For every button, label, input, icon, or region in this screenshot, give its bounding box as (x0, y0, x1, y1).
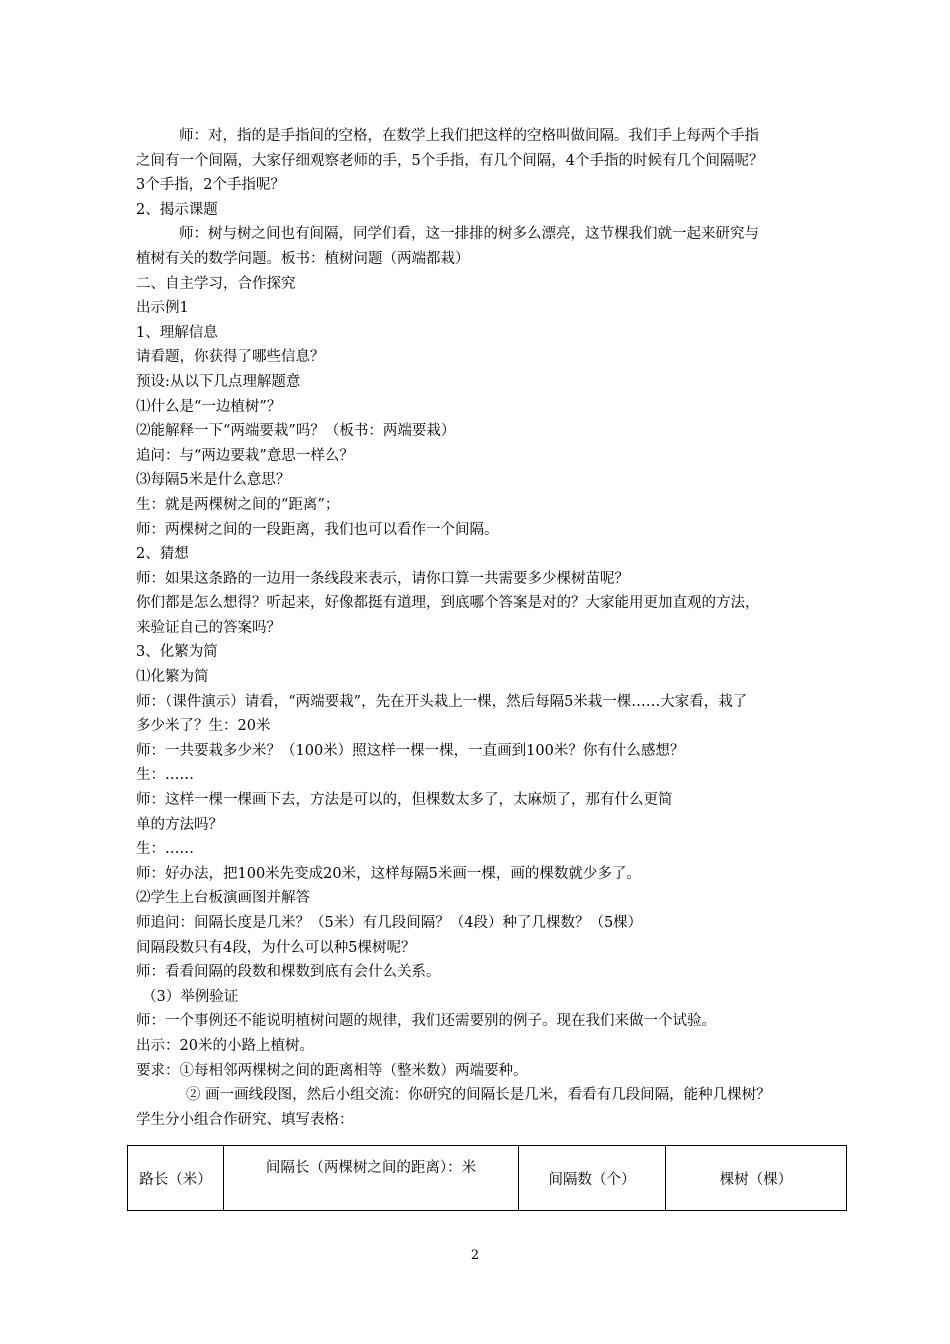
paragraph-line: ② 画一画线段图，然后小组交流：你研究的间隔长是几米，看看有几段间隔，能种几棵树？ (186, 1087, 771, 1104)
paragraph-line: ⑴化繁为简 (136, 669, 209, 686)
paragraph-line: 追问：与“两边要栽”意思一样么？ (136, 447, 354, 464)
section-heading: 2、猜想 (136, 546, 189, 563)
paragraph-line: 植树有关的数学问题。板书：植树问题（两端都栽） (136, 250, 470, 267)
paragraph-line: 多少米了？生：20米 (136, 718, 271, 735)
paragraph-line: 生：…… (136, 767, 194, 784)
paragraph-line: ⑴什么是“一边植树”？ (136, 398, 282, 415)
paragraph-line: ⑵能解释一下“两端要栽”吗？（板书：两端要栽） (136, 423, 456, 440)
section-heading: 2、揭示课题 (136, 201, 218, 218)
section-heading: 二、自主学习，合作探究 (136, 275, 296, 292)
paragraph-line: 出示：20米的小路上植树。 (136, 1037, 314, 1054)
paragraph-line: 之间有一个间隔，大家仔细观察老师的手，5个手指，有几个间隔，4个手指的时候有几个间隔呢？ (136, 152, 764, 169)
paragraph-line: ⑵学生上台板演画图并解答 (136, 890, 310, 907)
paragraph-line: 学生分小组合作研究、填写表格： (136, 1111, 354, 1128)
table-header-cell: 路长（米） (128, 1146, 224, 1211)
section-heading: 3、化繁为简 (136, 644, 218, 661)
paragraph-line: （3）举例验证 (142, 988, 239, 1005)
table-header-cell: 棵树（棵） (666, 1146, 847, 1211)
paragraph-line: 你们都是怎么想得？听起来，好像都挺有道理，到底哪个答案是对的？大家能用更加直观的方法， (136, 595, 760, 612)
body-text (136, 124, 848, 1132)
paragraph-line: 师：（课件演示）请看，“两端要栽”，先在开头栽上一棵，然后每隔5米栽一棵……大家看，栽了 (136, 693, 748, 710)
data-table (127, 1145, 847, 1211)
paragraph-line: 师：树与树之间也有间隔，同学们看，这一排排的树多么漂亮，这节棵我们就一起来研究与 (179, 226, 759, 243)
paragraph-line: 师：如果这条路的一边用一条线段来表示，请你口算一共需要多少棵树苗呢？ (136, 570, 629, 587)
paragraph-line: 3个手指，2个手指呢？ (136, 177, 285, 194)
table-header-row (128, 1146, 847, 1211)
page-number: 2 (470, 1248, 480, 1263)
paragraph-line: 来验证自己的答案吗？ (136, 619, 281, 636)
paragraph-line: 师：对，指的是手指间的空格，在数学上我们把这样的空格叫做间隔。我们手上每两个手指 (179, 128, 759, 144)
paragraph-line: 请看题，你获得了哪些信息？ (136, 349, 325, 366)
section-heading: 1、理解信息 (136, 324, 218, 341)
paragraph-line: 单的方法吗？ (136, 816, 223, 833)
paragraph-line: 师：这样一棵一棵画下去，方法是可以的，但棵数太多了，太麻烦了，那有什么更简 (136, 792, 673, 809)
table-header-cell: 间隔数（个） (519, 1146, 666, 1211)
paragraph-line: 师：看看间隔的段数和棵数到底有会什么关系。 (136, 964, 441, 981)
paragraph-line: 出示例1 (136, 300, 189, 317)
paragraph-line: 师：一共要栽多少米？（100米）照这样一棵一棵，一直画到100米？你有什么感想？ (136, 742, 685, 759)
paragraph-line: 师：好办法，把100米先变成20米，这样每隔5米画一棵，画的棵数就少多了。 (136, 865, 641, 882)
paragraph-line: 间隔段数只有4段，为什么可以种5棵树呢？ (136, 939, 416, 956)
paragraph-line: 生：…… (136, 841, 194, 858)
paragraph-line: 师追问：间隔长度是几米？（5米）有几段间隔？（4段）种了几棵数？（5棵） (136, 915, 643, 931)
table-header-cell: 间隔长（两棵树之间的距离）：米 (224, 1146, 519, 1211)
paragraph-line: 师：一个事例还不能说明植树问题的规律，我们还需要别的例子。现在我们来做一个试验。 (136, 1013, 716, 1030)
paragraph-line: 要求：①每相邻两棵树之间的距离相等（整米数）两端要种。 (136, 1062, 528, 1079)
paragraph-line: 预设:从以下几点理解题意 (136, 373, 301, 390)
paragraph-line: 师：两棵树之间的一段距离，我们也可以看作一个间隔。 (136, 521, 499, 538)
paragraph-line: ⑶每隔5米是什么意思？ (136, 472, 291, 489)
paragraph-line: 生：就是两棵树之间的“距离”； (136, 496, 340, 513)
